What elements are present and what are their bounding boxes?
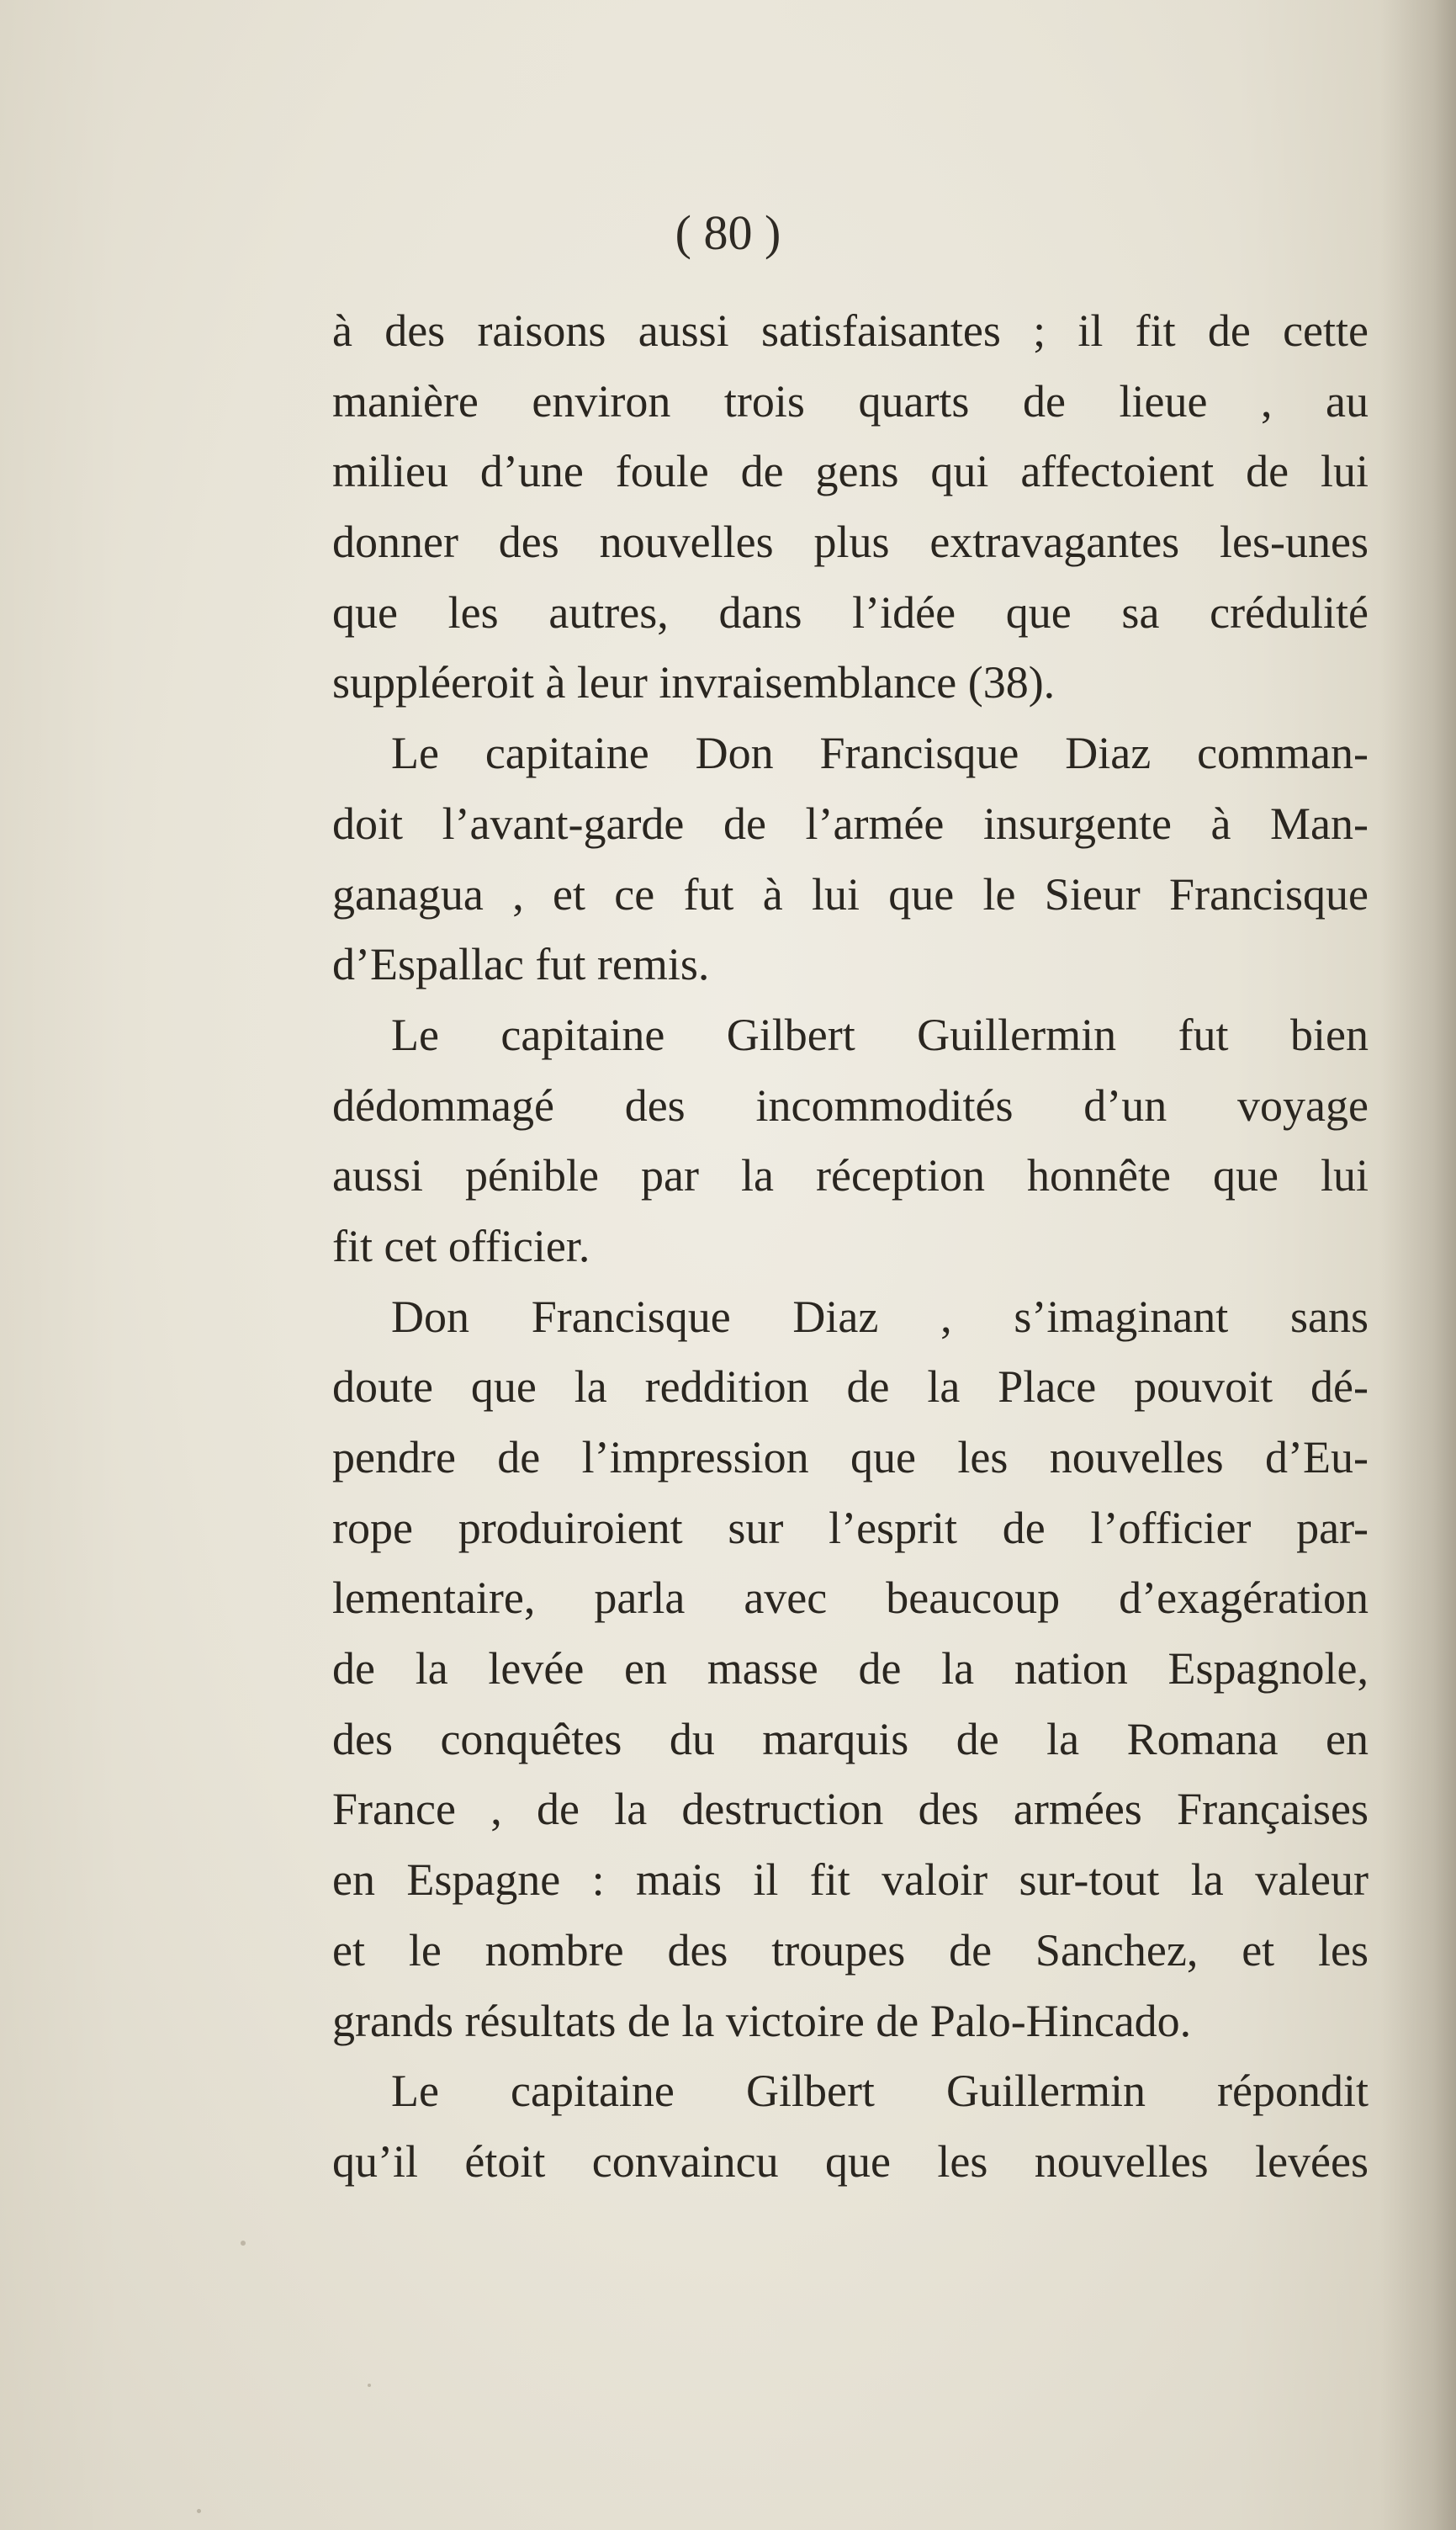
text-line: doute que la reddition de la Place pouvoit dé- [332,1361,1369,1413]
text-line: Don Francisque Diaz , s’imaginant sans [391,1291,1369,1342]
text-line: grands résultats de la victoire de Palo-Hincado. [332,1995,1192,2046]
text-line: Le capitaine Gilbert Guillermin répondit [391,2066,1369,2117]
body-text [332,296,1369,2198]
text-line: ganagua , et ce fut à lui que le Sieur Francisque [332,868,1369,920]
text-line: dédommagé des incommodités d’un voyage [332,1079,1369,1131]
text-line: à des raisons aussi satisfaisantes ; il fit de cette [332,305,1369,356]
text-line: pendre de l’impression que les nouvelles d’Eu- [332,1432,1369,1482]
text-line: de la levée en masse de la nation Espagnole, [332,1643,1369,1695]
text-line: que les autres, dans l’idée que sa crédulité [332,586,1369,638]
text-line: France , de la destruction des armées Françaises [332,1784,1369,1835]
paper-foxing-spot [241,2241,246,2246]
text-line: d’Espallac fut remis. [332,939,710,990]
text-line: des conquêtes du marquis de la Romana en [332,1713,1369,1764]
paper-foxing-spot [197,2509,201,2513]
text-line: Le capitaine Don Francisque Diaz comman- [391,728,1369,779]
text-line: milieu d’une foule de gens qui affectoient de lui [332,446,1369,497]
text-line: manière environ trois quarts de lieue , au [332,375,1369,427]
text-line: Le capitaine Gilbert Guillermin fut bien [391,1009,1369,1060]
text-line: donner des nouvelles plus extravagantes les-unes [332,517,1369,568]
page-number: ( 80 ) [675,205,781,260]
paper-foxing-spot [368,2384,371,2387]
text-line: lementaire, parla avec beaucoup d’exagération [332,1573,1369,1624]
text-line: en Espagne : mais il fit valoir sur-tout la valeur [332,1854,1369,1906]
text-line: rope produiroient sur l’esprit de l’officier par- [332,1502,1369,1553]
text-line: et le nombre des troupes de Sanchez, et les [332,1924,1369,1976]
text-line: fit cet officier. [332,1220,590,1271]
text-line: qu’il étoit convaincu que les nouvelles levées [332,2135,1369,2187]
text-line: aussi pénible par la réception honnête que lui [332,1150,1369,1201]
text-line: doit l’avant-garde de l’armée insurgente à Man- [332,798,1369,849]
text-line: suppléeroit à leur invraisemblance (38). [332,657,1056,708]
